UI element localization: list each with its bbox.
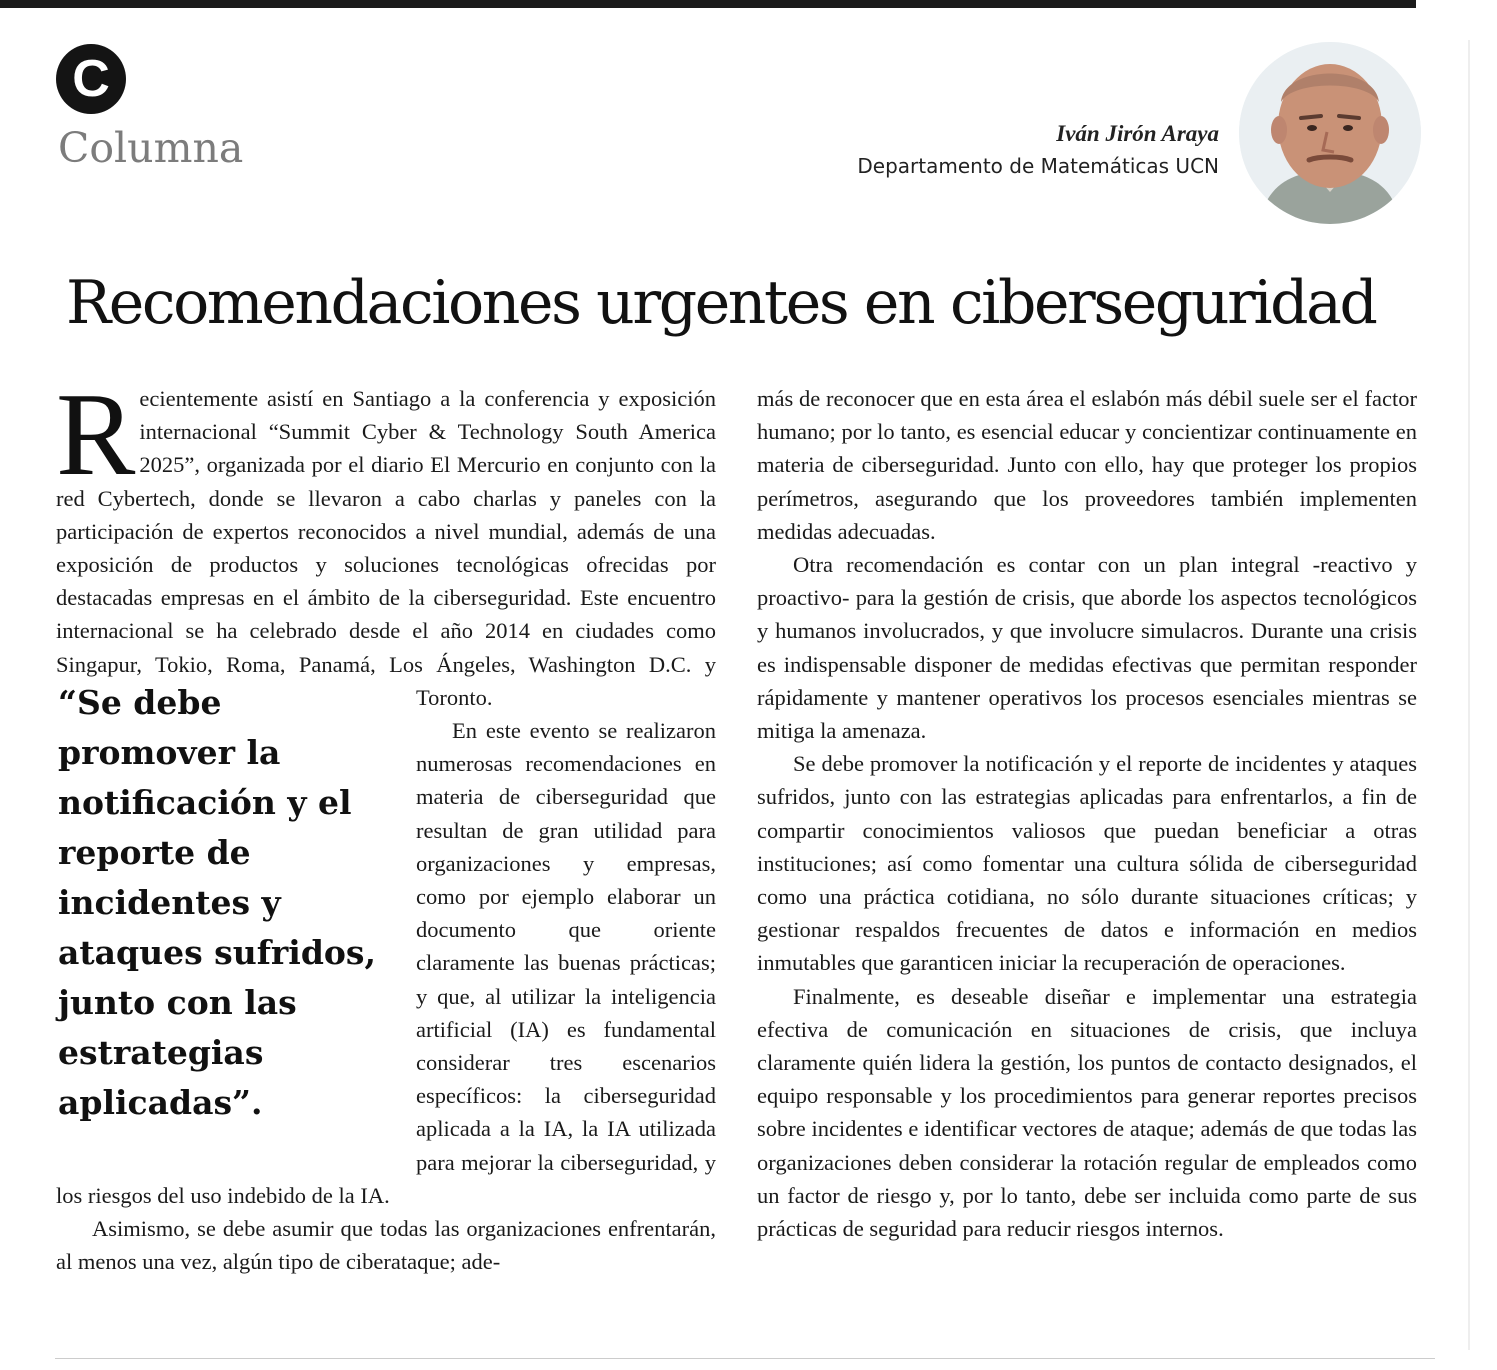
article-paragraph: Asimismo, se debe asumir que todas las organizaciones enfrentarán, al menos una vez, algún tipo de ciberataque; ade- bbox=[56, 1216, 716, 1275]
article-headline: Recomendaciones urgentes en ciberseguridad bbox=[66, 268, 1376, 338]
article-paragraph: En este evento se realizaron numerosas recomendaciones en materia de ciberseguridad que resultan de gran utilidad para organizaciones y empresas, como por ejemplo elaborar un documento que oriente claramente las buenas prácticas; y que, al utilizar la inteligencia artificial (IA) es fundamental considerar tres escenarios específicos: la ciberseguridad aplicada a la IA, la IA utilizada para mejorar la ciberseguridad, y los riesgos del uso indebido de la IA. bbox=[56, 718, 716, 1208]
top-rule bbox=[0, 0, 1416, 8]
article-paragraph: Se debe promover la notificación y el reporte de incidentes y ataques sufridos, junto con las estrategias aplicadas para enfrentarlos, a fin de compartir conocimientos valiosos que puedan beneficiar a otras instituciones; así como fomentar una cultura sólida de ciberseguridad como una práctica cotidiana, no sólo durante situaciones críticas; y gestionar respaldos frecuentes de datos e información en medios inmutables que garanticen iniciar la recuperación de operaciones. bbox=[757, 751, 1417, 976]
drop-cap: R bbox=[56, 368, 136, 500]
section-label: Columna bbox=[58, 124, 244, 172]
article-paragraph: Finalmente, es deseable diseñar e implementar una estrategia efectiva de comunicación en situaciones de crisis, que incluya claramente quién lidera la gestión, los puntos de contacto designados, el equipo responsable y los procedimientos para generar reportes precisos sobre incidentes e identificar vectores de ataque; además de que todas las organizaciones deben considerar la rotación regular de empleados como un factor de riesgo y, por lo tanto, debe ser incluida como parte de sus prácticas de seguridad para reducir riesgos internos. bbox=[757, 983, 1417, 1242]
article-paragraph: Otra recomendación es contar con un plan integral -reactivo y proactivo- para la gestión de crisis, que aborde los aspectos tecnológicos y humanos involucrados, y que involucre simulacros. Durante una crisis es indispensable disponer de medidas efectivas que permitan responder rápidamente y mantener operativos los procesos esenciales mientras se mitiga la amenaza. bbox=[757, 552, 1417, 744]
page-edge bbox=[1468, 40, 1470, 1350]
bottom-rule bbox=[55, 1358, 1435, 1359]
author-photo bbox=[1239, 42, 1421, 224]
article-paragraph bbox=[56, 368, 716, 714]
author-name: Iván Jirón Araya bbox=[1056, 121, 1219, 146]
paragraph-text: ecientemente asistí en Santiago a la conferencia y exposición internacional “Summit Cyber & Technology South America 2025”, organizada por el diario El Mercurio en conjunto con la red Cybertech, donde se llevaron a cabo charlas y paneles con la participación de expertos reconocidos a nivel mundial, además de una exposición de productos y soluciones tecnológicas ofrecidas por destacadas empresas en el ámbito de la ciberseguridad. Este encuentro internacional se ha celebrado desde el año 2014 en ciudades como Singapur, Tokio, Roma, Panamá, Los Ángeles, Washington D.C. y Toronto. bbox=[56, 386, 716, 710]
portrait-icon bbox=[1239, 42, 1421, 224]
article-paragraph: más de reconocer que en esta área el eslabón más débil suele ser el factor humano; por lo tanto, es esencial educar y concientizar continuamente en materia de ciberseguridad. Junto con ello, hay que proteger los propios perímetros, asegurando que los proveedores también implementen medidas adecuadas. bbox=[757, 386, 1417, 544]
article-column-right bbox=[757, 382, 1417, 1245]
author-byline bbox=[857, 120, 1219, 180]
column-badge-icon: C bbox=[56, 44, 126, 114]
pull-quote: “Se debe promover la notificación y el reporte de incidentes y ataques sufridos, junto con las estrategias aplicadas”. bbox=[58, 683, 376, 1122]
author-department: Departamento de Matemáticas UCN bbox=[857, 154, 1219, 178]
